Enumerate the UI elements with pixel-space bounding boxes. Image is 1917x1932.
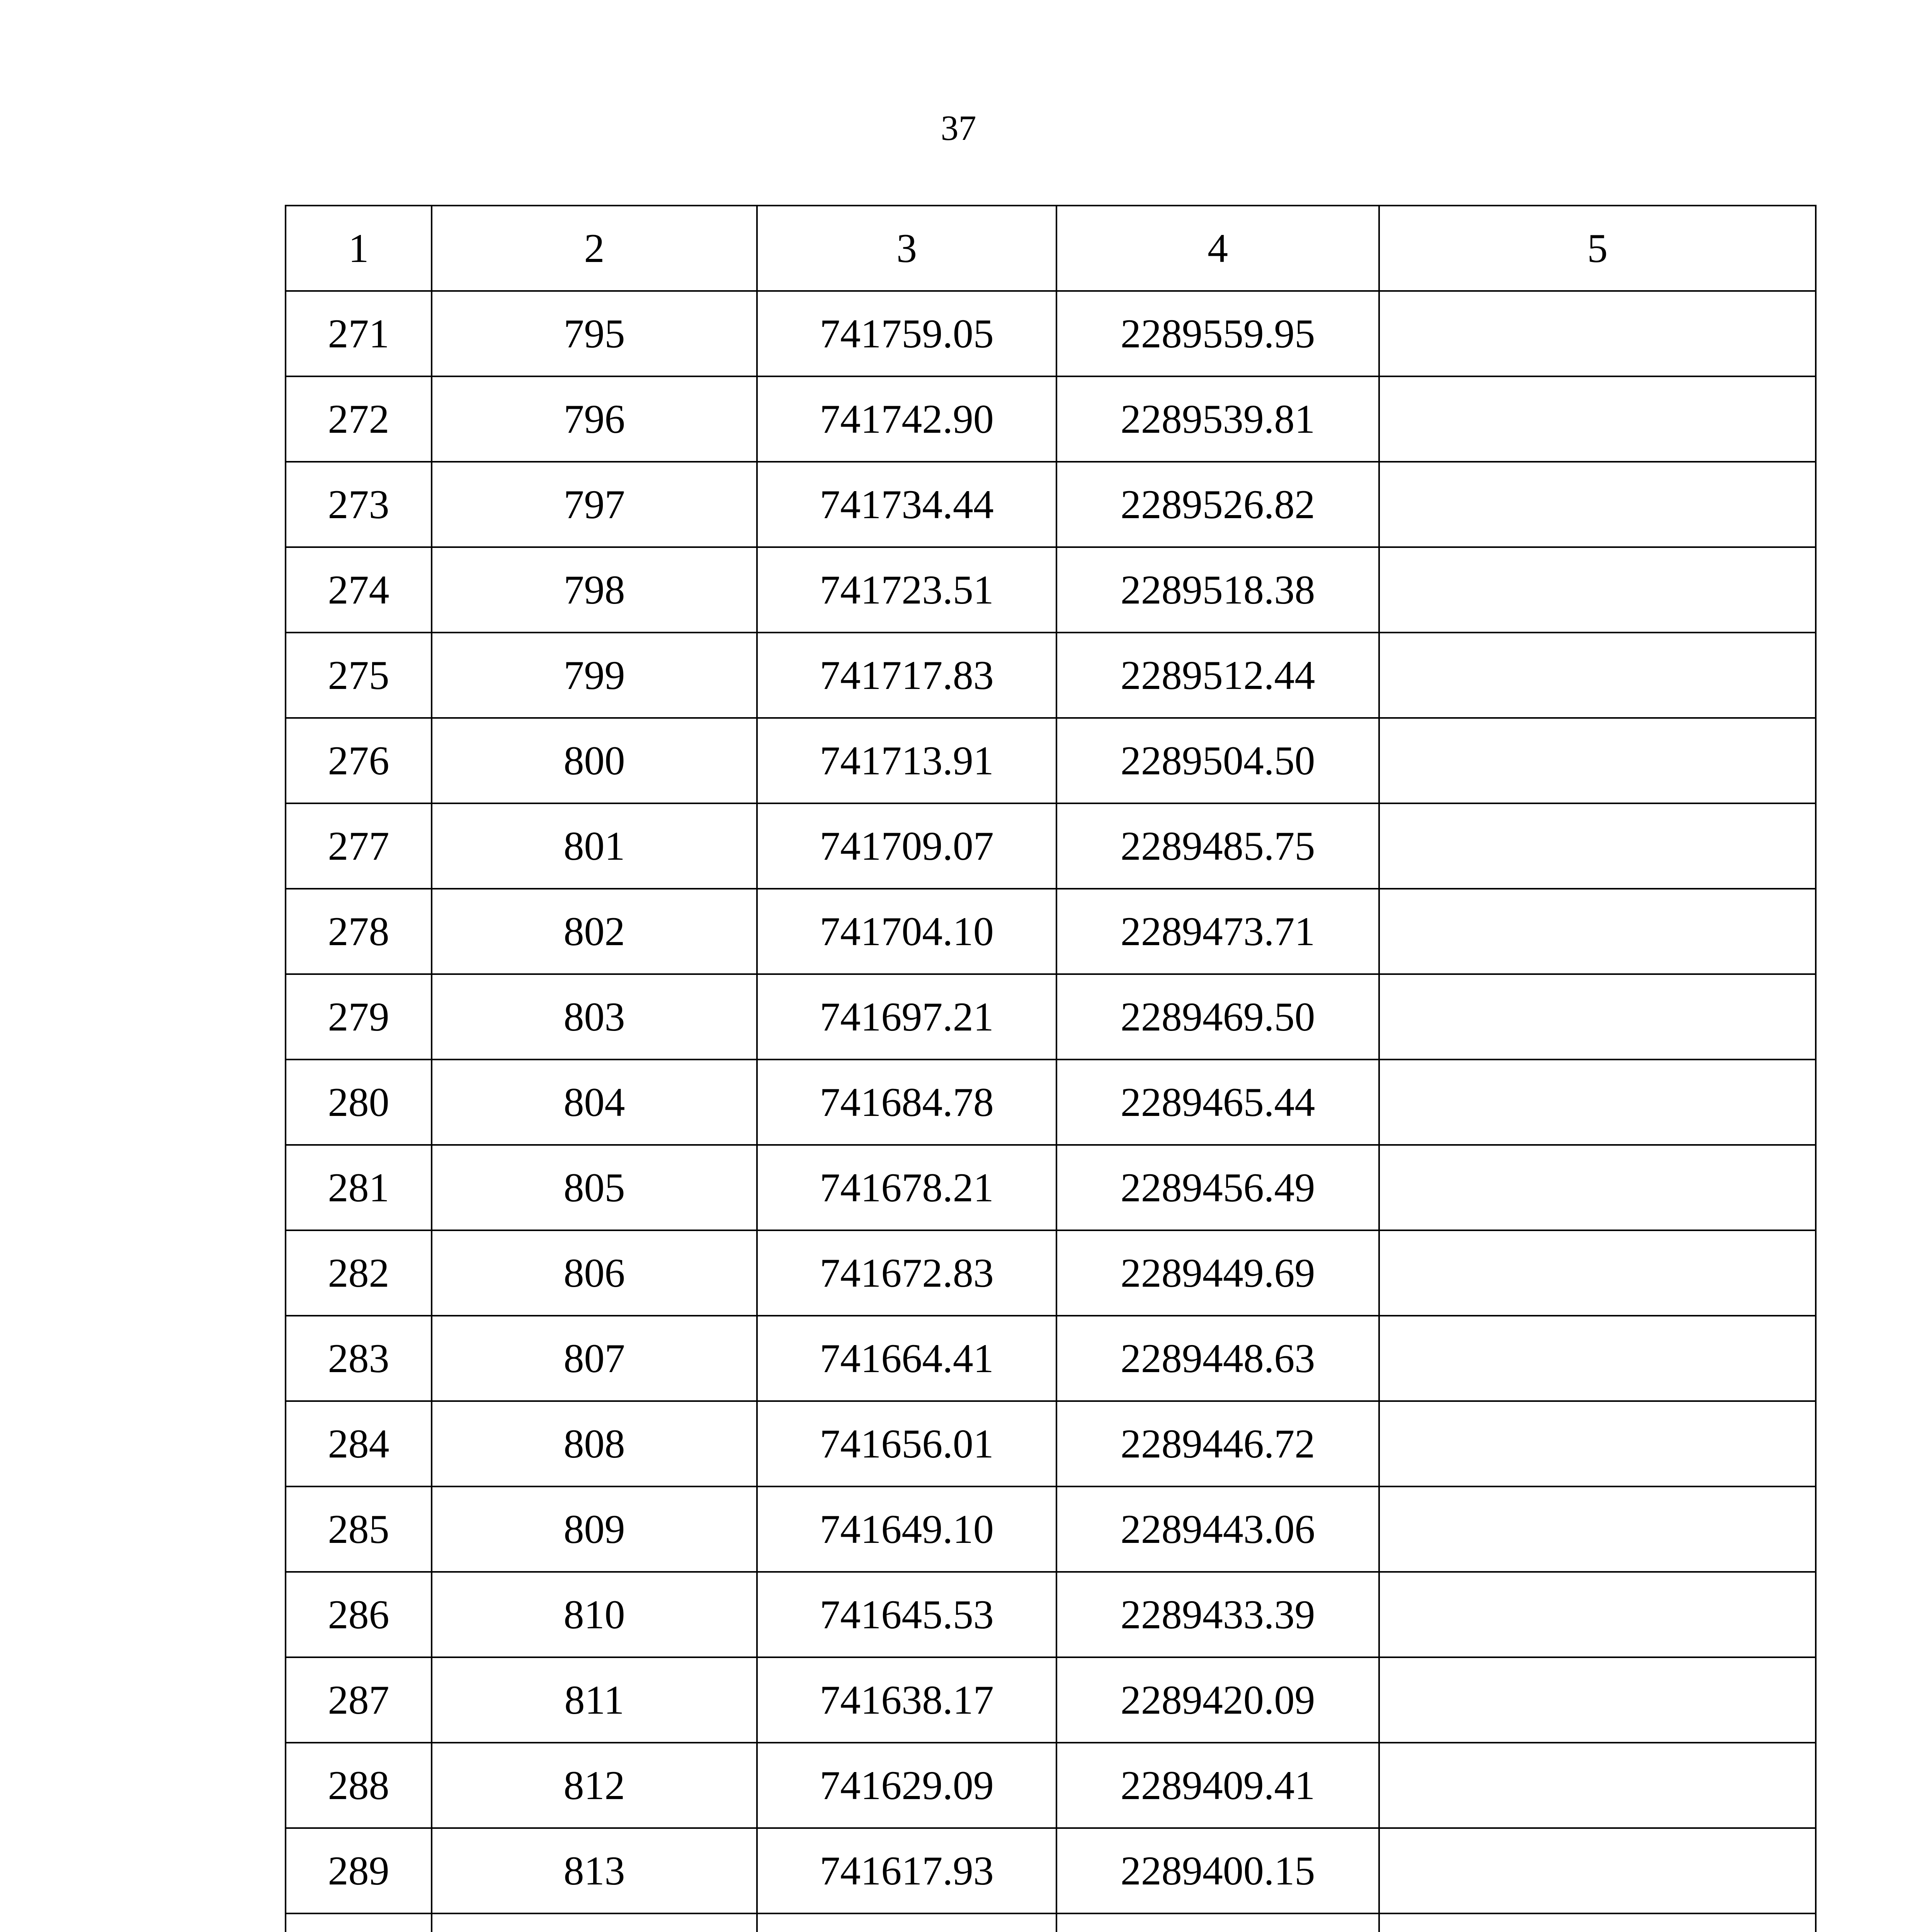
table-cell-col-2: 800 (432, 718, 757, 803)
table-cell-col-1: 277 (286, 803, 432, 889)
table-cell-col-5 (1379, 1060, 1816, 1145)
table-cell-col-5 (1379, 803, 1816, 889)
table-row (286, 291, 1816, 376)
table-cell-col-3: 741697.21 (757, 974, 1056, 1060)
table-cell-col-1: 283 (286, 1316, 432, 1401)
column-header-5: 5 (1379, 206, 1816, 291)
table-cell-col-4: 2289443.06 (1056, 1486, 1379, 1572)
table-cell-col-1 (286, 1913, 432, 1932)
table-cell-col-4: 2289448.63 (1056, 1316, 1379, 1401)
table-cell-col-2 (432, 1913, 757, 1932)
table-cell-col-5 (1379, 889, 1816, 974)
table-cell-col-5 (1379, 1486, 1816, 1572)
table-cell-col-3: 741713.91 (757, 718, 1056, 803)
table-cell-col-3: 741709.07 (757, 803, 1056, 889)
table-cell-col-3: 741734.44 (757, 462, 1056, 547)
table-cell-col-3: 741717.83 (757, 633, 1056, 718)
table-row (286, 1230, 1816, 1316)
table-cell-col-1: 284 (286, 1401, 432, 1486)
table-cell-col-5 (1379, 376, 1816, 462)
table-cell-col-1: 287 (286, 1657, 432, 1743)
table-row (286, 1743, 1816, 1828)
table-cell-col-4: 2289433.39 (1056, 1572, 1379, 1657)
column-header-3: 3 (757, 206, 1056, 291)
table-cell-col-1: 280 (286, 1060, 432, 1145)
table-row (286, 1486, 1816, 1572)
column-header-2: 2 (432, 206, 757, 291)
table-cell-col-2: 798 (432, 547, 757, 633)
table-cell-col-5 (1379, 1828, 1816, 1913)
table-cell-col-3: 741723.51 (757, 547, 1056, 633)
table-row (286, 462, 1816, 547)
table-cell-col-3: 741638.17 (757, 1657, 1056, 1743)
table-cell-col-4 (1056, 1913, 1379, 1932)
table-cell-col-4: 2289539.81 (1056, 376, 1379, 462)
table-row (286, 1145, 1816, 1230)
table-cell-col-5 (1379, 1572, 1816, 1657)
table-row (286, 1913, 1816, 1932)
table-cell-col-5 (1379, 974, 1816, 1060)
table-cell-col-4: 2289420.09 (1056, 1657, 1379, 1743)
table-cell-col-2: 804 (432, 1060, 757, 1145)
table-cell-col-2: 805 (432, 1145, 757, 1230)
table-cell-col-4: 2289504.50 (1056, 718, 1379, 803)
table-cell-col-3: 741678.21 (757, 1145, 1056, 1230)
table-body (286, 291, 1816, 1932)
table-cell-col-2: 803 (432, 974, 757, 1060)
table-cell-col-2: 810 (432, 1572, 757, 1657)
page-number: 37 (941, 108, 976, 148)
table-cell-col-1: 288 (286, 1743, 432, 1828)
table-cell-col-2: 799 (432, 633, 757, 718)
table-row (286, 1060, 1816, 1145)
table-cell-col-5 (1379, 1145, 1816, 1230)
table-cell-col-3 (757, 1913, 1056, 1932)
table-cell-col-2: 797 (432, 462, 757, 547)
table-row (286, 1316, 1816, 1401)
column-header-4: 4 (1056, 206, 1379, 291)
table-cell-col-1: 278 (286, 889, 432, 974)
table-cell-col-4: 2289465.44 (1056, 1060, 1379, 1145)
table-cell-col-2: 813 (432, 1828, 757, 1913)
table-cell-col-5 (1379, 1230, 1816, 1316)
table-cell-col-1: 271 (286, 291, 432, 376)
table-cell-col-4: 2289456.49 (1056, 1145, 1379, 1230)
table-row (286, 803, 1816, 889)
table-cell-col-4: 2289400.15 (1056, 1828, 1379, 1913)
table-cell-col-5 (1379, 462, 1816, 547)
table-cell-col-5 (1379, 633, 1816, 718)
table-cell-col-1: 274 (286, 547, 432, 633)
table-row (286, 633, 1816, 718)
table-cell-col-1: 289 (286, 1828, 432, 1913)
table-cell-col-1: 282 (286, 1230, 432, 1316)
table-cell-col-4: 2289512.44 (1056, 633, 1379, 718)
table-cell-col-1: 276 (286, 718, 432, 803)
table-cell-col-2: 809 (432, 1486, 757, 1572)
table-header-row (286, 206, 1816, 291)
table-cell-col-2: 811 (432, 1657, 757, 1743)
table-row (286, 974, 1816, 1060)
table-cell-col-3: 741617.93 (757, 1828, 1056, 1913)
table-cell-col-4: 2289559.95 (1056, 291, 1379, 376)
column-header-1: 1 (286, 206, 432, 291)
table-row (286, 376, 1816, 462)
table-row (286, 547, 1816, 633)
table-cell-col-3: 741759.05 (757, 291, 1056, 376)
table-cell-col-1: 272 (286, 376, 432, 462)
table-cell-col-2: 795 (432, 291, 757, 376)
table-cell-col-1: 285 (286, 1486, 432, 1572)
table-cell-col-5 (1379, 1401, 1816, 1486)
table-row (286, 889, 1816, 974)
table-cell-col-1: 273 (286, 462, 432, 547)
table-cell-col-3: 741672.83 (757, 1230, 1056, 1316)
table-cell-col-1: 279 (286, 974, 432, 1060)
table-cell-col-4: 2289485.75 (1056, 803, 1379, 889)
table-row (286, 1401, 1816, 1486)
table-cell-col-1: 286 (286, 1572, 432, 1657)
table-cell-col-4: 2289449.69 (1056, 1230, 1379, 1316)
table-row (286, 1828, 1816, 1913)
table-cell-col-2: 808 (432, 1401, 757, 1486)
table-cell-col-5 (1379, 1743, 1816, 1828)
table-cell-col-5 (1379, 291, 1816, 376)
table-cell-col-4: 2289518.38 (1056, 547, 1379, 633)
table-cell-col-3: 741742.90 (757, 376, 1056, 462)
table-cell-col-2: 806 (432, 1230, 757, 1316)
table-cell-col-1: 275 (286, 633, 432, 718)
table-cell-col-2: 796 (432, 376, 757, 462)
table-cell-col-4: 2289469.50 (1056, 974, 1379, 1060)
table-row (286, 1657, 1816, 1743)
table-cell-col-5 (1379, 1913, 1816, 1932)
table-cell-col-5 (1379, 547, 1816, 633)
table-cell-col-4: 2289473.71 (1056, 889, 1379, 974)
table-cell-col-4: 2289526.82 (1056, 462, 1379, 547)
table-cell-col-1: 281 (286, 1145, 432, 1230)
table-cell-col-2: 801 (432, 803, 757, 889)
table-cell-col-2: 807 (432, 1316, 757, 1401)
table-cell-col-3: 741649.10 (757, 1486, 1056, 1572)
table-cell-col-5 (1379, 1316, 1816, 1401)
table-cell-col-3: 741656.01 (757, 1401, 1056, 1486)
table-cell-col-4: 2289409.41 (1056, 1743, 1379, 1828)
coordinates-table (285, 205, 1817, 1932)
table-row (286, 718, 1816, 803)
table-cell-col-2: 812 (432, 1743, 757, 1828)
table-cell-col-3: 741629.09 (757, 1743, 1056, 1828)
table-cell-col-3: 741664.41 (757, 1316, 1056, 1401)
table-row (286, 1572, 1816, 1657)
table-cell-col-3: 741704.10 (757, 889, 1056, 974)
table-cell-col-5 (1379, 1657, 1816, 1743)
table-cell-col-3: 741684.78 (757, 1060, 1056, 1145)
table-cell-col-3: 741645.53 (757, 1572, 1056, 1657)
table-cell-col-2: 802 (432, 889, 757, 974)
table-cell-col-4: 2289446.72 (1056, 1401, 1379, 1486)
table-cell-col-5 (1379, 718, 1816, 803)
